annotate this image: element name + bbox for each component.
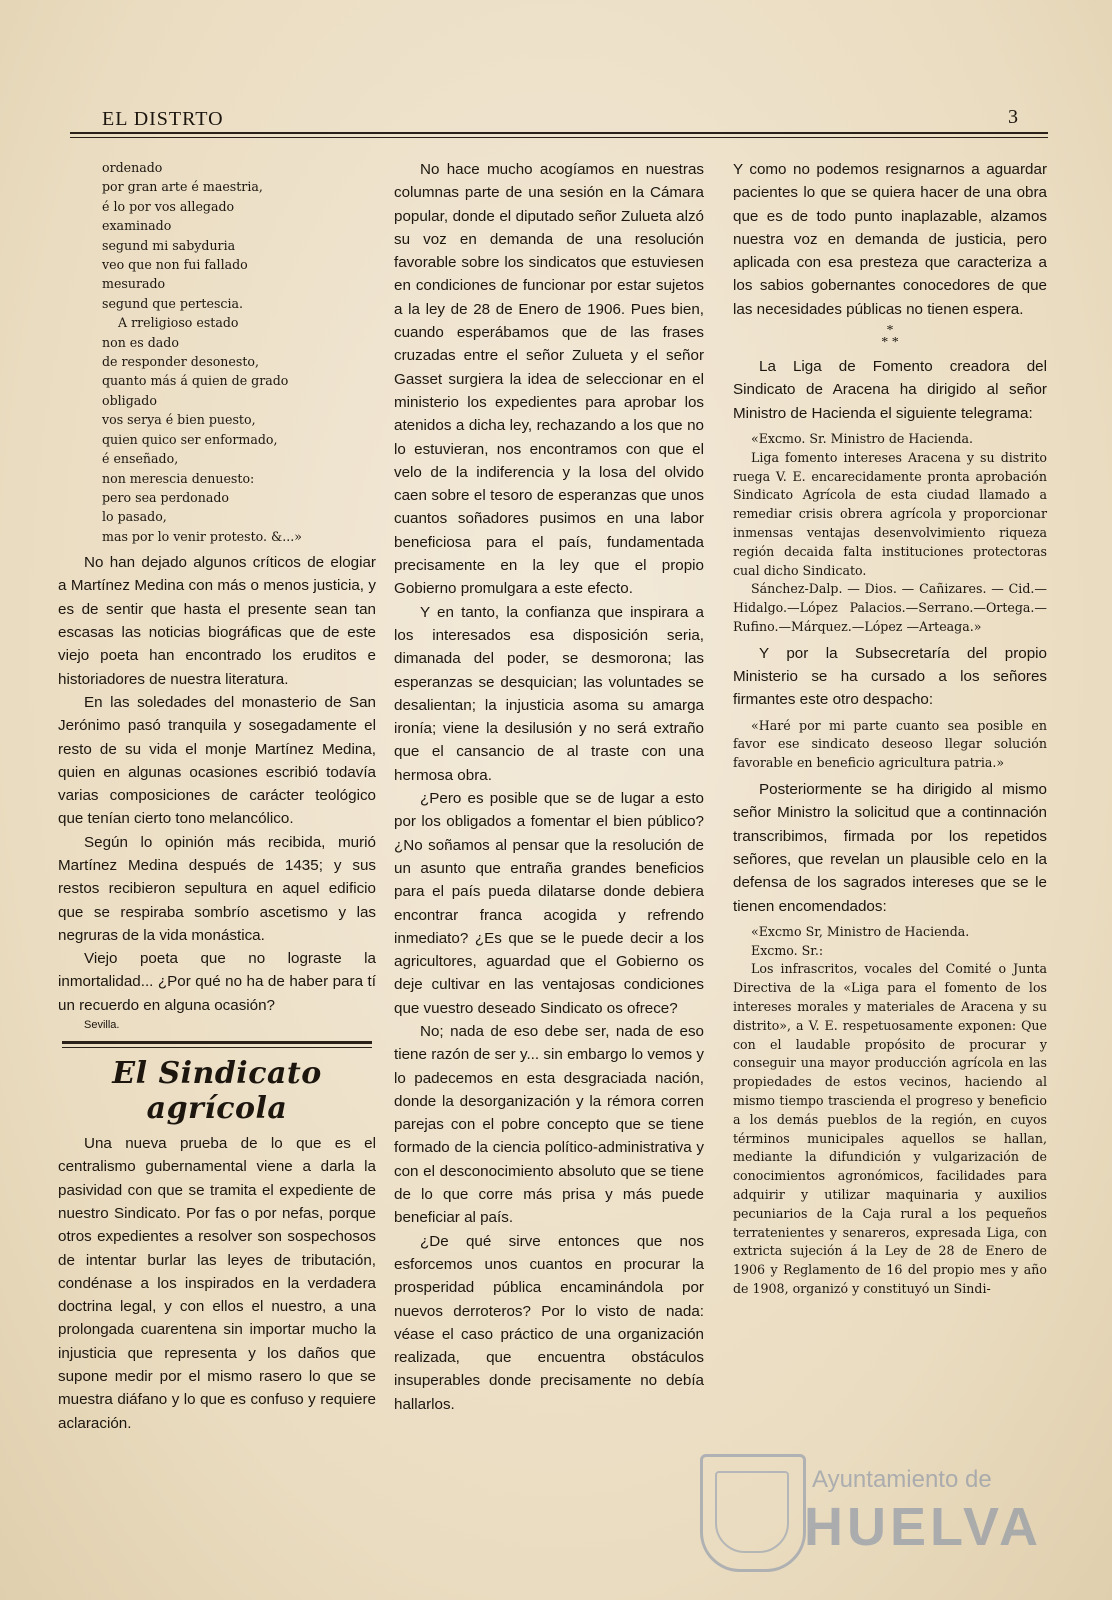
- verse-line: A rreligioso estado: [118, 315, 239, 331]
- paragraph: En las soledades del monasterio de San Jerónimo pasó tranquila y sosegadamente el resto de su vida el monje Martínez Medina, quien en algunas ocasiones escribió todavía varias composiciones de carácter teológico que tenían cierto tono melancólico.: [58, 693, 376, 828]
- verse-line: segund que pertescia.: [102, 295, 243, 311]
- verse-line: por gran arte é maestria,: [102, 179, 263, 195]
- telegram-line: «Excmo. Sr. Ministro de Hacienda.: [751, 430, 974, 446]
- petition-salutation: Excmo. Sr.:: [751, 942, 824, 958]
- verse-line: pero sea perdonado: [102, 489, 229, 505]
- verse-line: obligado: [102, 392, 157, 408]
- verse-line: non es dado: [102, 334, 179, 350]
- petition-heading: «Excmo Sr, Ministro de Hacienda.: [751, 923, 970, 939]
- petition-text: Los infrascritos, vocales del Comité o Junta Directiva de la «Liga para el fomento de los intereses morales y materiales de Aracena y su distrito», a V. E. respetuosamente exponen: Que con el laudable propósito de procurar y conseguir una mayor producción agrícola en las propiedades de estos vecinos, haciendo al mismo tiempo trascienda el progreso y beneficio a los demás pueblos de la región, en cuyos términos municipales aquellos se hallan, mediante la difundición y vulgarización de conocimientos agronómicos, facilidades para adquirir y utilizar maquinaria y auxilios pecuniarios de la Caja rural a los pequeños terratenientes y senareros, expresada Liga, con extricta sujeción á la Ley de 28 de Enero de 1906 y Reglamento de 16 del propio mes y año de 1908, organizó y constituyó un Sindi-: [733, 961, 1047, 1296]
- verse-line: mas por lo venir protesto. &...»: [102, 528, 302, 544]
- verse-line: non merescia denuesto:: [102, 470, 255, 486]
- telegram-signatories: Sánchez-Dalp. — Dios. — Cañizares. — Cid.—Hidalgo.—López Palacios.—Serrano.—Ortega.—Rufino.—Márquez.—López —Arteaga.»: [733, 581, 1047, 634]
- verse-line: quanto más á quien de grado: [102, 373, 289, 389]
- coat-of-arms-icon: [700, 1454, 806, 1572]
- verse-line: examinado: [102, 218, 172, 234]
- paragraph: Viejo poeta que no lograste la inmortalidad... ¿Por qué no ha de haber para tí un recuerdo en alguna ocasión?: [58, 950, 376, 1014]
- verse-line: vos serya é bien puesto,: [102, 412, 256, 428]
- telegram-text: Liga fomento intereses Aracena y su distrito ruega V. E. encarecidamente pronta aprobación Sindicato Agrícola de esta ciudad llamado a remediar crisis obrera agrícola y proporcionar inmensas ventajas desenvolvimiento riqueza región decaida falta instituciones protectoras cual dicho Sindicato.: [733, 449, 1047, 578]
- paragraph: La Liga de Fomento creadora del Sindicato de Aracena ha dirigido al señor Ministro de Hacienda el siguiente telegrama:: [733, 358, 1047, 422]
- verse-line: segund mi sabyduria: [102, 237, 236, 253]
- verse-line: ordenado: [102, 160, 163, 175]
- paragraph: Y por la Subsecretaría del propio Ministerio se ha cursado a los señores firmantes este otro despacho:: [733, 644, 1047, 709]
- header-rule: [70, 132, 1048, 134]
- paragraph: No hace mucho acogíamos en nuestras columnas parte de una sesión en la Cámara popular, donde el diputado señor Zulueta alzó su voz en demanda de una resolución favorable sobre los sindicatos que estuviesen en condiciones de funcionar por estar sujetos a la ley de 28 de Enero de 1906. Pues bien, cuando esperábamos que de las frases cruzadas entre el señor Zulueta y el señor Gasset surgiera la idea de seleccionar en el ministerio los expedientes para aprobar los atenidos a dicha ley, rechazando a los que no lo estuvieran, nos encontramos con que el velo de la indiferencia y la losa del olvido caen sobre el tesoro de esperanzas que unos cuantos soñadores pusimos en una labor beneficiosa para el país, fundamentada precisamente en la ley que el propio Gobierno promulgara a este efecto.: [394, 161, 704, 598]
- paragraph: No; nada de eso debe ser, nada de eso tiene razón de ser y... sin embargo lo vemos y lo padecemos en esta desgraciada nación, donde la desorganización y la rémora corren parejas con el pobre concepto que se tiene formado de la ciencia político-administrativa y con el desconocimiento absoluto que se tiene de lo que corre más prisa y más puede beneficiar al país.: [394, 1022, 704, 1227]
- dispatch-text: «Haré por mi parte cuanto sea posible en favor ese sindicato deseoso llegar solución favorable en beneficio agricultura patria.»: [733, 717, 1047, 771]
- section-separator: * * *: [881, 323, 899, 351]
- verse-line: mesurado: [102, 276, 166, 292]
- newspaper-title: EL DISTRTO: [102, 108, 224, 130]
- column-1: [58, 158, 376, 1435]
- paragraph: Y como no podemos resignarnos a aguardar pacientes lo que se quiera hacer de una obra que es de todo punto inaplazable, alzamos nuestra voz en demanda de justicia, pero aplicada con esa presteza que caracteriza a los sabios gobernantes conocedores de que las necesidades públicas no tienen espera.: [733, 161, 1047, 318]
- paragraph: No han dejado algunos críticos de elogiar a Martínez Medina con más o menos justicia, y es de sentir que hasta el presente sean tan escasas las noticias biográficas que de este viejo poeta han encontrado los eruditos e historiadores de nuestra literatura.: [58, 554, 376, 688]
- page-header: [70, 104, 1048, 134]
- watermark-stamp: [700, 1454, 1042, 1574]
- section-rule-thin: [62, 1047, 372, 1048]
- paragraph: Una nueva prueba de lo que es el centralismo gubernamental viene a darla la pasividad con que se tramita el expediente de nuestro Sindicato. Por fas o por nefas, porque otros expedientes a resolver son sospechosos de intentar burlar las leyes de tributación, condénase a los inspirados en la verdadera doctrina legal, y con ellos el nuestro, a una prolongada cuarentena sin importar mucho la injusticia que representa y los daños que supone medir por el mismo rasero lo que se muestra diáfano y lo que es confuso y requiere aclaración.: [58, 1135, 376, 1432]
- column-2: [394, 158, 704, 1416]
- section-rule: [62, 1041, 372, 1044]
- verse-line: veo que non fui fallado: [102, 257, 248, 273]
- verse-line: de responder desonesto,: [102, 354, 259, 370]
- watermark-line1: Ayuntamiento de: [812, 1466, 992, 1493]
- watermark-line2: HUELVA: [804, 1497, 1042, 1557]
- header-rule-thin: [70, 137, 1048, 138]
- page-number: 3: [1008, 106, 1018, 128]
- poem-verse: [102, 158, 376, 546]
- paragraph: Posteriormente se ha dirigido al mismo señor Ministro la solicitud que a continnación transcribimos, firmada por los repetidos señores, que revelan un plausible celo en la defensa de los sagrados intereses que se le tienen encomendados:: [733, 781, 1047, 915]
- column-3: [733, 158, 1047, 1299]
- verse-line: lo pasado,: [102, 509, 167, 525]
- paragraph: ¿De qué sirve entonces que nos esforcemos unos cuantos en procurar la prosperidad pública encaminándola por nuevos derroteros? Por lo visto de nada: véase el caso práctico de una organización realizada, que encuentra obstáculos insuperables donde precisamente no debía hallarlos.: [394, 1232, 704, 1413]
- paragraph: Según lo opinión más recibida, murió Martínez Medina después de 1435; y sus restos recibieron sepultura en aquel edificio que se respiraba sombrío ascetismo y las negruras de la vida monástica.: [58, 833, 376, 944]
- paragraph: Y en tanto, la confianza que inspirara a los interesados esa disposición seria, dimanada del poder, se desmorona; las esperanzas se desquician; las voluntades se desalientan; la injusticia asoma su amarga ironía; viene la desilusión y no será extraño que el cansancio de al traste con una hermosa obra.: [394, 603, 704, 784]
- signoff-place: Sevilla.: [84, 1019, 120, 1032]
- paragraph: ¿Pero es posible que se de lugar a esto por los obligados a fomentar el bien público? ¿No soñamos al pensar que la resolución de un asunto que entraña grandes beneficios para el país pueda dilatarse donde debiera encontrar franca acogida y refrendo inmediato? ¿Es que se le puede decir a los agricultores, aguardad que el Gobierno os deje cultivar en las ventajosas condiciones que vuestro deseado Sindicato os ofrece?: [394, 790, 704, 1017]
- verse-line: é enseñado,: [102, 451, 179, 467]
- verse-line: é lo por vos allegado: [102, 198, 235, 214]
- verse-line: quien quico ser enformado,: [102, 431, 278, 447]
- section-title: El Sindicato agrícola: [112, 1056, 322, 1127]
